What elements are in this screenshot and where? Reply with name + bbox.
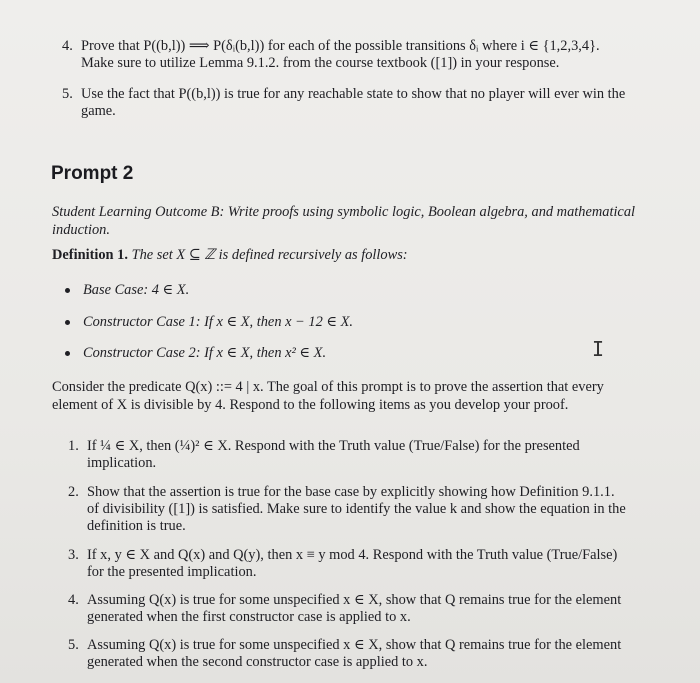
item-text: If x, y ∈ X and Q(x) and Q(y), then x ≡ y mod 4. Respond with the Truth value (True/False) for the presented implication. <box>87 547 618 580</box>
item-text: Prove that P((b,l)) ⟹ P(δᵢ(b,l)) for each of the possible transitions δᵢ where i ∈ {1,2,3,4}. Make sure to utilize Lemma 9.1.2. from the course textbook ([1]) in your response. <box>81 38 600 71</box>
item-number: 4. <box>62 38 73 54</box>
definition <box>52 246 652 264</box>
text-cursor-icon: I <box>592 337 605 361</box>
item-number: 3. <box>68 547 79 563</box>
list-item <box>68 592 628 626</box>
bullet-icon <box>65 288 70 293</box>
list-item <box>68 484 628 535</box>
item-text: Use the fact that P((b,l)) is true for any reachable state to show that no player will ever win the game. <box>81 86 626 119</box>
list-item <box>62 281 582 313</box>
item-text: If ¼ ∈ X, then (¼)² ∈ X. Respond with the Truth value (True/False) for the presented implication. <box>87 438 580 471</box>
prompt-heading: Prompt 2 <box>51 163 134 184</box>
list-item <box>62 38 632 72</box>
case-text: Constructor Case 2: If x ∈ X, then x² ∈ X. <box>83 345 327 361</box>
learning-outcome: Student Learning Outcome B: Write proofs using symbolic logic, Boolean algebra, and mathematical induction. <box>52 204 636 238</box>
case-text: Constructor Case 1: If x ∈ X, then x − 12 ∈ X. <box>83 313 354 330</box>
item-number: 5. <box>68 637 79 653</box>
item-text: Assuming Q(x) is true for some unspecified x ∈ X, show that Q remains true for the element generated when the second constructor case is applied to x. <box>87 637 622 670</box>
list-item <box>68 438 628 472</box>
list-item <box>68 547 628 581</box>
item-number: 5. <box>62 86 73 102</box>
definition-text: The set X ⊆ ℤ is defined recursively as follows: <box>131 247 408 263</box>
case-text: Base Case: 4 ∈ X. <box>83 282 190 298</box>
list-item <box>62 86 632 120</box>
item-number: 2. <box>68 484 79 500</box>
item-number: 4. <box>68 592 79 608</box>
definition-label: Definition 1. <box>52 247 128 263</box>
list-item <box>68 637 628 671</box>
item-number: 1. <box>68 438 79 454</box>
bullet-icon <box>65 320 70 325</box>
bullet-icon <box>65 351 70 356</box>
recursive-cases-list <box>62 281 582 376</box>
list-item <box>62 344 582 376</box>
prompt-items <box>68 438 628 671</box>
consider-paragraph: Consider the predicate Q(x) ::= 4 | x. The goal of this prompt is to prove the assertion that every element of X is divisible by 4. Respond to the following items as you develop your proof. <box>52 379 604 413</box>
item-text: Assuming Q(x) is true for some unspecified x ∈ X, show that Q remains true for the element generated when the first constructor case is applied to x. <box>87 592 622 625</box>
list-item <box>62 313 582 345</box>
previous-prompt-items <box>62 38 632 134</box>
item-text: Show that the assertion is true for the base case by explicitly showing how Definition 9.1.1. of divisibility ([1]) is satisfied. Make sure to identify the value k and show the equation in the definition is true. <box>87 484 626 534</box>
